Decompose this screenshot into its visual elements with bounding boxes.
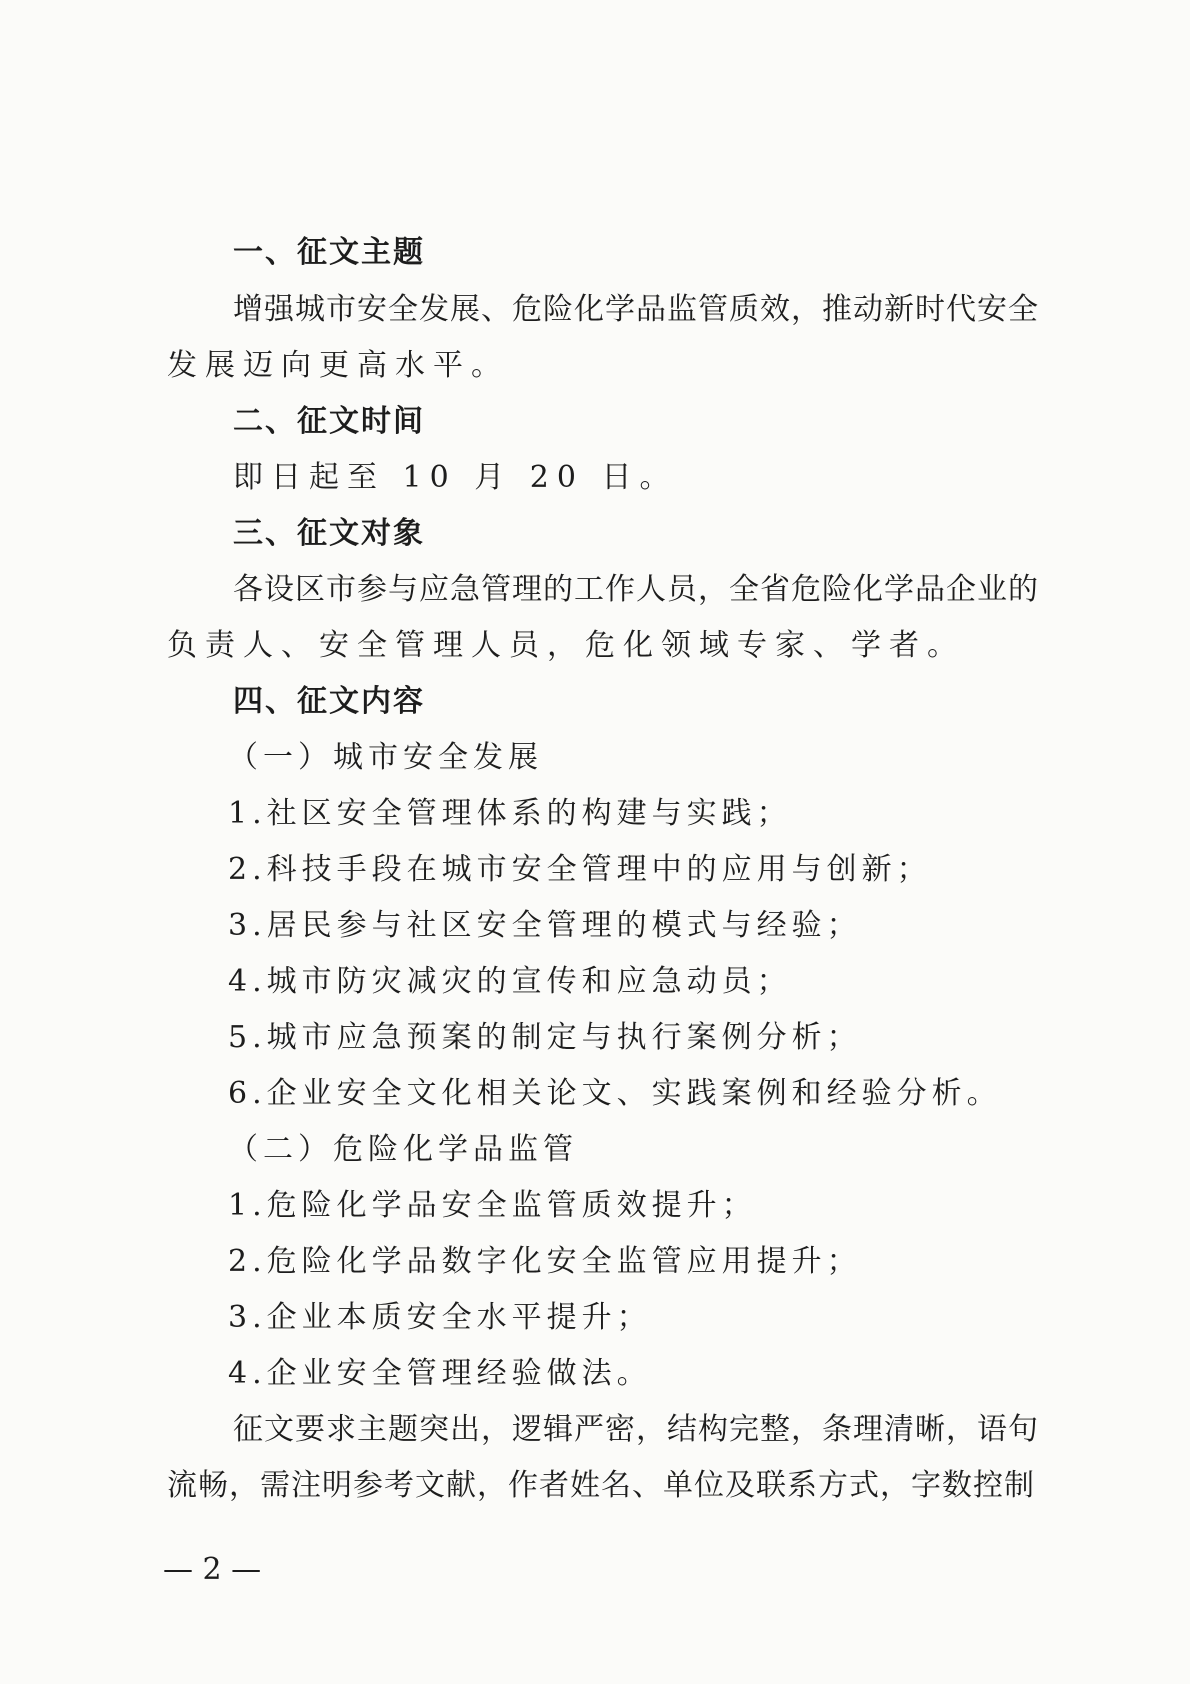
list-item: 3.居民参与社区安全管理的模式与经验； <box>228 908 862 943</box>
subsection-heading: （二）危险化学品监管 <box>228 1132 578 1167</box>
list-item: 2.科技手段在城市安全管理中的应用与创新； <box>228 852 932 887</box>
list-item: 5.城市应急预案的制定与执行案例分析； <box>228 1020 862 1055</box>
paragraph-line: 各设区市参与应急管理的工作人员，全省危险化学品企业的 <box>233 572 1039 607</box>
list-item: 3.企业本质安全水平提升； <box>228 1300 652 1335</box>
section-heading-audience: 三、征文对象 <box>233 516 425 551</box>
list-item: 1.社区安全管理体系的构建与实践； <box>228 796 792 831</box>
section-heading-content: 四、征文内容 <box>233 684 425 719</box>
page-number: — 2 — <box>163 1552 262 1587</box>
paragraph-line: 征文要求主题突出，逻辑严密，结构完整，条理清晰，语句 <box>233 1412 1039 1447</box>
paragraph-line: 流畅，需注明参考文献，作者姓名、单位及联系方式，字数控制 <box>167 1468 1035 1503</box>
list-item: 4.城市防灾减灾的宣传和应急动员； <box>228 964 792 999</box>
list-item: 4.企业安全管理经验做法。 <box>228 1356 652 1391</box>
subsection-heading: （一）城市安全发展 <box>228 740 543 775</box>
paragraph-line: 发展迈向更高水平。 <box>167 348 509 383</box>
section-heading-theme: 一、征文主题 <box>233 235 425 270</box>
list-item: 1.危险化学品安全监管质效提升； <box>228 1188 757 1223</box>
section-heading-time: 二、征文时间 <box>233 404 425 439</box>
paragraph-line: 负责人、安全管理人员，危化领域专家、学者。 <box>167 628 965 663</box>
list-item: 6.企业安全文化相关论文、实践案例和经验分析。 <box>228 1076 1002 1111</box>
paragraph-line: 增强城市安全发展、危险化学品监管质效，推动新时代安全 <box>233 292 1039 327</box>
list-item: 2.危险化学品数字化安全监管应用提升； <box>228 1244 862 1279</box>
paragraph-line: 即日起至 10 月 20 日。 <box>233 460 678 495</box>
